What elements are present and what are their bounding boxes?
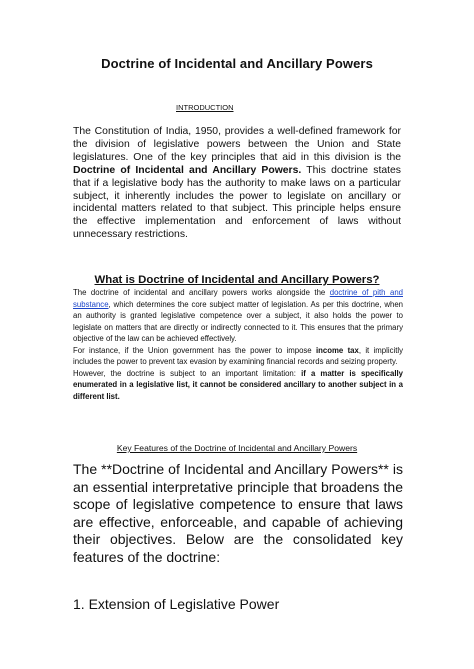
what-is-paragraph-3 [73,368,403,403]
income-tax-bold: income tax [315,345,359,355]
extension-subheading: 1. Extension of Legislative Power [73,596,280,612]
introduction-paragraph [73,126,401,242]
instance-text-2: , it implicitly includes the power to prevent tax evasion by examining financial records and seizing property. [73,345,403,366]
what-is-text-2: , which determines the core subject matter of legislation. As per this doctrine, when an authority is granted legislative competence over a subject, it also holds the power to legislate on matters that are directly or indirectly connected to it. This ensures that the primary objective of the law can be achieved effectively. [73,299,403,343]
what-is-paragraph-2 [73,345,403,368]
what-is-paragraph-1 [73,287,403,345]
section-heading-what-is: What is Doctrine of Incidental and Ancillary Powers? [94,274,380,286]
what-is-text-1: The doctrine of incidental and ancillary powers works alongside the [73,288,330,297]
limitation-text: However, the doctrine is subject to an important limitation: [73,368,302,378]
intro-text-1: The Constitution of India, 1950, provides a well-defined framework for the division of legislative powers between the Union and State legislatures. One of the key principles that aid in this division is the [73,126,401,163]
pith-and-substance-link[interactable]: doctrine of pith and substance [73,288,403,309]
intro-text-2: This doctrine states that if a legislative body has the authority to make laws on a particular subject, it inherently includes the power to legislate on ancillary or incidental matters related to that subject. This principle helps ensure the effective implementation and enforcement of laws without unnecessary restrictions. [73,164,401,241]
instance-text-1: For instance, if the Union government has the power to impose [73,345,316,355]
intro-bold-doctrine: Doctrine of Incidental and Ancillary Powers. [73,164,302,176]
limitation-bold: if a matter is specifically enumerated in a legislative list, it cannot be considered ancillary to another subject in a different list. [73,368,403,401]
section-heading-key-features: Key Features of the Doctrine of Incidental and Ancillary Powers [116,443,358,453]
section-what-is-body [73,287,403,402]
document-title: Doctrine of Incidental and Ancillary Powers [101,56,373,71]
introduction-heading: INTRODUCTION [176,103,234,112]
key-features-paragraph: The **Doctrine of Incidental and Ancillary Powers** is an essential interpretative principle that broadens the scope of legislative competence to ensure that laws are effective, enforceable, and capable of achieving their objectives. Below are the consolidated key features of the doctrine: [73,461,403,565]
